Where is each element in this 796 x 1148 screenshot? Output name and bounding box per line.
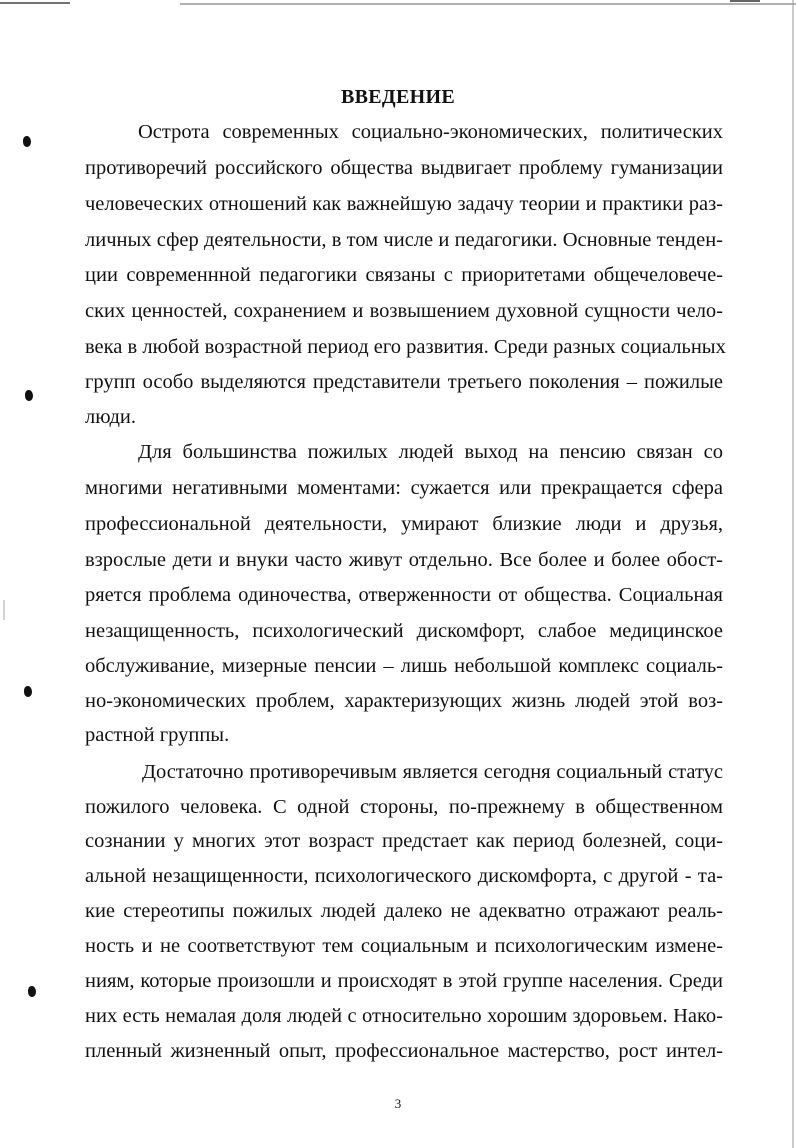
text-line: обслуживание, мизерные пенсии – лишь небольшой комплекс социаль- (85, 655, 723, 677)
margin-bullet-icon (25, 390, 33, 401)
text-line: человеческих отношений как важнейшую задачу теории и практики раз- (85, 193, 723, 215)
text-line: ских ценностей, сохранением и возвышением духовной сущности чело- (85, 300, 723, 322)
text-line: растной группы. (85, 724, 230, 746)
text-line: но-экономических проблем, характеризующих жизнь людей этой воз- (85, 690, 723, 712)
text-line: Для большинства пожилых людей выход на пенсию связан со (138, 441, 723, 463)
margin-bullet-icon (24, 686, 32, 697)
text-line: сознании у многих этот возраст предстает как период болезней, соци- (85, 830, 723, 852)
text-line: пленный жизненный опыт, профессиональное мастерство, рост интел- (85, 1040, 723, 1062)
text-line: профессиональной деятельности, умирают близкие люди и друзья, (85, 513, 723, 535)
margin-bullet-icon (28, 986, 36, 997)
text-line: групп особо выделяются представители третьего поколения – пожилые (85, 371, 723, 393)
text-line: взрослые дети и внуки часто живут отдельно. Все более и более обост- (85, 549, 723, 571)
text-line: Достаточно противоречивым является сегодня социальный статус (142, 761, 723, 783)
text-line: ниям, которые произошли и происходят в этой группе населения. Среди (85, 970, 723, 992)
text-line: пожилого человека. С одной стороны, по-прежнему в общественном (85, 796, 723, 818)
text-line: многими негативными моментами: сужается или прекращается сфера (85, 477, 723, 499)
text-line: ряется проблема одиночества, отверженности от общества. Социальная (85, 584, 723, 606)
text-line: кие стереотипы пожилых людей далеко не адекватно отражают реаль- (85, 900, 723, 922)
page-number: 3 (394, 1096, 402, 1111)
text-line: ность и не соответствуют тем социальным и психологическим измене- (85, 935, 723, 957)
text-line: личных сфер деятельности, в том числе и педагогики. Основные тенден- (85, 229, 723, 251)
text-line: них есть немалая доля людей с относительно хорошим здоровьем. Нако- (85, 1005, 723, 1027)
text-line: противоречий российского общества выдвигает проблему гуманизации (85, 157, 723, 179)
text-line: люди. (85, 406, 137, 428)
text-line: Острота современных социально-экономических, политических (138, 121, 723, 143)
document-title: ВВЕДЕНИЕ (341, 86, 455, 108)
text-line: века в любой возрастной период его развития. Среди разных социальных (85, 336, 726, 358)
text-line: незащищенность, психологический дискомфорт, слабое медицинское (85, 620, 723, 642)
margin-bullet-icon (23, 136, 31, 147)
text-line: ции современнной педагогики связаны с приоритетами общечеловече- (85, 264, 723, 286)
text-line: альной незащищенности, психологического дискомфорта, с другой - та- (85, 865, 723, 887)
